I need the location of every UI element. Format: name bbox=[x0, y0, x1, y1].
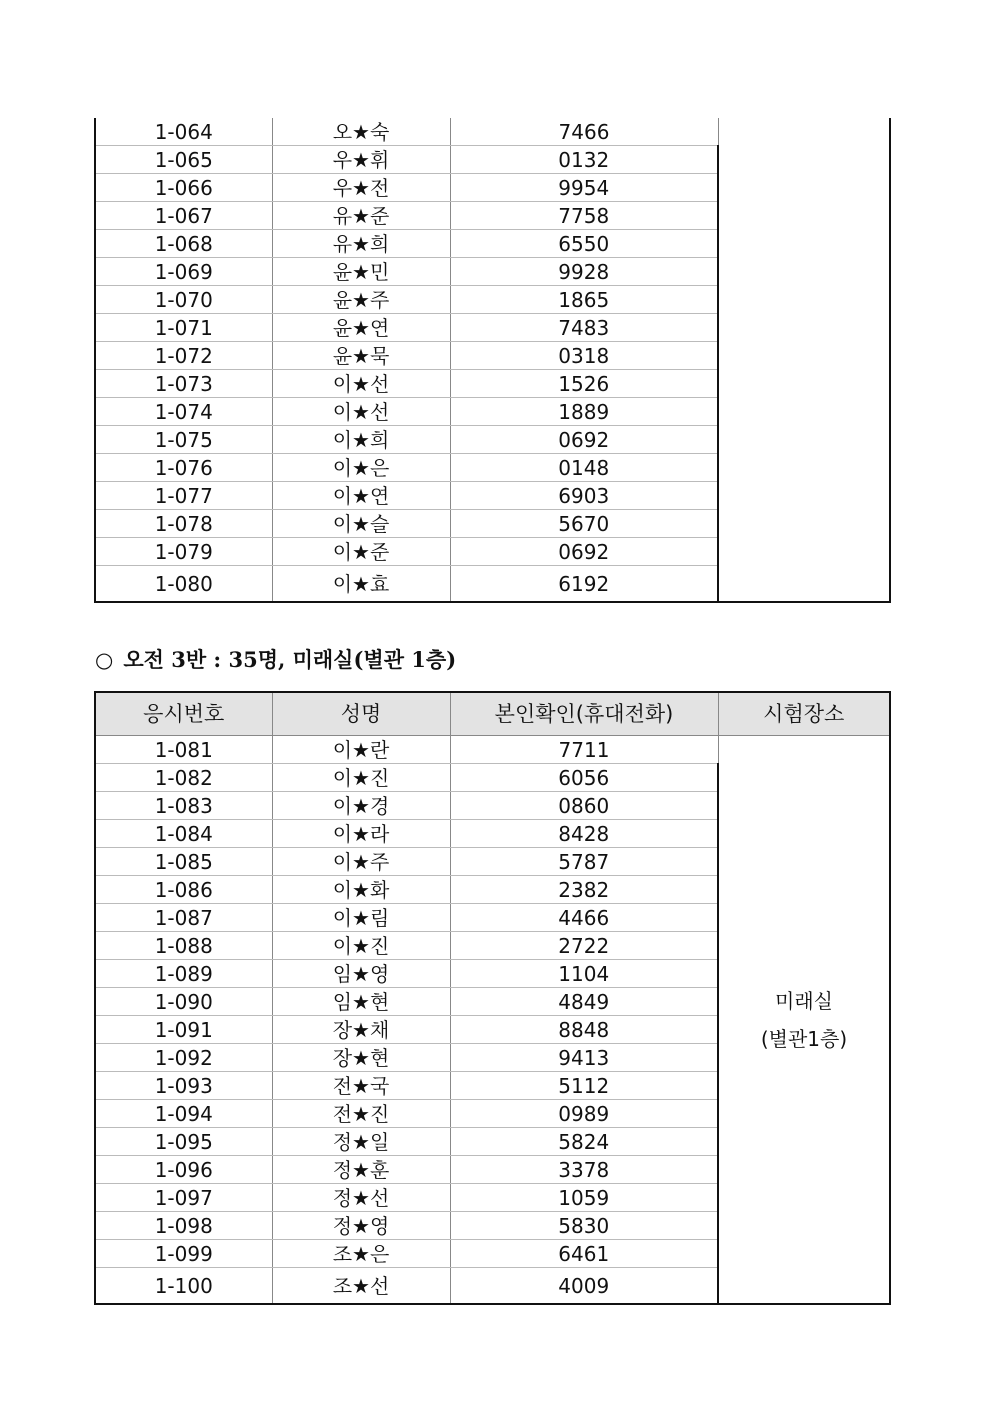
cell-name: 이★경 bbox=[272, 792, 450, 820]
cell-exam-number: 1-065 bbox=[95, 146, 272, 174]
cell-name: 정★선 bbox=[272, 1184, 450, 1212]
cell-exam-number: 1-081 bbox=[95, 736, 272, 764]
cell-exam-number: 1-079 bbox=[95, 538, 272, 566]
cell-name: 이★준 bbox=[272, 538, 450, 566]
cell-name: 이★란 bbox=[272, 736, 450, 764]
cell-phone-last4: 9413 bbox=[450, 1044, 718, 1072]
cell-phone-last4: 4466 bbox=[450, 904, 718, 932]
cell-exam-number: 1-073 bbox=[95, 370, 272, 398]
cell-name: 이★진 bbox=[272, 932, 450, 960]
header-identity-check: 본인확인(휴대전화) bbox=[450, 692, 718, 736]
cell-phone-last4: 7711 bbox=[450, 736, 718, 764]
cell-exam-number: 1-070 bbox=[95, 286, 272, 314]
cell-phone-last4: 9928 bbox=[450, 258, 718, 286]
place-building-floor: (별관1층) bbox=[760, 1026, 848, 1051]
cell-name: 정★영 bbox=[272, 1212, 450, 1240]
cell-phone-last4: 6903 bbox=[450, 482, 718, 510]
cell-phone-last4: 1104 bbox=[450, 960, 718, 988]
cell-exam-number: 1-092 bbox=[95, 1044, 272, 1072]
cell-exam-number: 1-066 bbox=[95, 174, 272, 202]
cell-phone-last4: 0148 bbox=[450, 454, 718, 482]
cell-name: 이★진 bbox=[272, 764, 450, 792]
cell-exam-number: 1-075 bbox=[95, 426, 272, 454]
cell-name: 윤★민 bbox=[272, 258, 450, 286]
cell-exam-number: 1-088 bbox=[95, 932, 272, 960]
cell-name: 이★주 bbox=[272, 848, 450, 876]
cell-exam-number: 1-093 bbox=[95, 1072, 272, 1100]
cell-name: 오★숙 bbox=[272, 118, 450, 146]
cell-exam-number: 1-083 bbox=[95, 792, 272, 820]
cell-exam-number: 1-097 bbox=[95, 1184, 272, 1212]
examinee-table-continued bbox=[94, 118, 891, 603]
cell-phone-last4: 5112 bbox=[450, 1072, 718, 1100]
cell-name: 이★선 bbox=[272, 370, 450, 398]
cell-phone-last4: 6461 bbox=[450, 1240, 718, 1268]
cell-name: 장★현 bbox=[272, 1044, 450, 1072]
cell-name: 장★채 bbox=[272, 1016, 450, 1044]
cell-name: 이★희 bbox=[272, 426, 450, 454]
cell-exam-number: 1-095 bbox=[95, 1128, 272, 1156]
header-exam-number: 응시번호 bbox=[95, 692, 272, 736]
cell-exam-number: 1-084 bbox=[95, 820, 272, 848]
cell-name: 윤★주 bbox=[272, 286, 450, 314]
table-header-row bbox=[95, 692, 890, 736]
cell-name: 이★슬 bbox=[272, 510, 450, 538]
cell-exam-number: 1-096 bbox=[95, 1156, 272, 1184]
examinee-table-morning-class-3 bbox=[94, 691, 891, 1305]
cell-exam-number: 1-072 bbox=[95, 342, 272, 370]
cell-exam-number: 1-098 bbox=[95, 1212, 272, 1240]
cell-exam-number: 1-086 bbox=[95, 876, 272, 904]
cell-name: 이★연 bbox=[272, 482, 450, 510]
cell-exam-number: 1-089 bbox=[95, 960, 272, 988]
cell-exam-place bbox=[718, 736, 890, 1305]
cell-phone-last4: 0692 bbox=[450, 426, 718, 454]
cell-phone-last4: 0318 bbox=[450, 342, 718, 370]
cell-name: 우★전 bbox=[272, 174, 450, 202]
cell-phone-last4: 1059 bbox=[450, 1184, 718, 1212]
cell-phone-last4: 3378 bbox=[450, 1156, 718, 1184]
cell-exam-number: 1-080 bbox=[95, 566, 272, 603]
cell-exam-number: 1-087 bbox=[95, 904, 272, 932]
cell-phone-last4: 1865 bbox=[450, 286, 718, 314]
cell-name: 윤★묵 bbox=[272, 342, 450, 370]
cell-name: 조★은 bbox=[272, 1240, 450, 1268]
cell-exam-number: 1-094 bbox=[95, 1100, 272, 1128]
header-name: 성명 bbox=[272, 692, 450, 736]
cell-exam-number: 1-090 bbox=[95, 988, 272, 1016]
cell-name: 유★준 bbox=[272, 202, 450, 230]
cell-phone-last4: 0132 bbox=[450, 146, 718, 174]
cell-name: 이★림 bbox=[272, 904, 450, 932]
cell-phone-last4: 5824 bbox=[450, 1128, 718, 1156]
cell-exam-number: 1-100 bbox=[95, 1268, 272, 1305]
cell-phone-last4: 5670 bbox=[450, 510, 718, 538]
cell-exam-number: 1-099 bbox=[95, 1240, 272, 1268]
cell-phone-last4: 0692 bbox=[450, 538, 718, 566]
cell-name: 이★선 bbox=[272, 398, 450, 426]
cell-name: 윤★연 bbox=[272, 314, 450, 342]
cell-phone-last4: 5787 bbox=[450, 848, 718, 876]
cell-name: 정★훈 bbox=[272, 1156, 450, 1184]
cell-name: 이★라 bbox=[272, 820, 450, 848]
cell-name: 이★화 bbox=[272, 876, 450, 904]
section-heading bbox=[95, 644, 456, 674]
cell-exam-number: 1-078 bbox=[95, 510, 272, 538]
cell-name: 이★효 bbox=[272, 566, 450, 603]
table-row bbox=[95, 736, 890, 764]
cell-exam-number: 1-071 bbox=[95, 314, 272, 342]
cell-phone-last4: 1526 bbox=[450, 370, 718, 398]
header-exam-place: 시험장소 bbox=[718, 692, 890, 736]
cell-exam-number: 1-064 bbox=[95, 118, 272, 146]
cell-phone-last4: 0989 bbox=[450, 1100, 718, 1128]
table-row bbox=[95, 118, 890, 146]
circle-bullet-icon: ○ bbox=[95, 648, 114, 672]
cell-phone-last4: 7466 bbox=[450, 118, 718, 146]
cell-exam-number: 1-085 bbox=[95, 848, 272, 876]
cell-phone-last4: 6056 bbox=[450, 764, 718, 792]
cell-exam-number: 1-069 bbox=[95, 258, 272, 286]
cell-phone-last4: 7483 bbox=[450, 314, 718, 342]
cell-exam-number: 1-076 bbox=[95, 454, 272, 482]
cell-exam-number: 1-082 bbox=[95, 764, 272, 792]
cell-phone-last4: 5830 bbox=[450, 1212, 718, 1240]
cell-phone-last4: 2382 bbox=[450, 876, 718, 904]
cell-exam-number: 1-091 bbox=[95, 1016, 272, 1044]
cell-phone-last4: 0860 bbox=[450, 792, 718, 820]
cell-phone-last4: 8848 bbox=[450, 1016, 718, 1044]
cell-name: 전★진 bbox=[272, 1100, 450, 1128]
cell-phone-last4: 8428 bbox=[450, 820, 718, 848]
cell-name: 정★일 bbox=[272, 1128, 450, 1156]
cell-name: 전★국 bbox=[272, 1072, 450, 1100]
cell-name: 조★선 bbox=[272, 1268, 450, 1305]
cell-phone-last4: 6550 bbox=[450, 230, 718, 258]
cell-exam-number: 1-067 bbox=[95, 202, 272, 230]
place-name: 미래실 bbox=[775, 988, 833, 1013]
cell-exam-number: 1-077 bbox=[95, 482, 272, 510]
section-title: 오전 3반 : 35명, 미래실(별관 1층) bbox=[123, 647, 457, 672]
cell-phone-last4: 4009 bbox=[450, 1268, 718, 1305]
cell-name: 임★현 bbox=[272, 988, 450, 1016]
cell-name: 이★은 bbox=[272, 454, 450, 482]
cell-name: 임★영 bbox=[272, 960, 450, 988]
cell-phone-last4: 6192 bbox=[450, 566, 718, 603]
cell-phone-last4: 2722 bbox=[450, 932, 718, 960]
cell-exam-number: 1-068 bbox=[95, 230, 272, 258]
cell-phone-last4: 9954 bbox=[450, 174, 718, 202]
cell-phone-last4: 1889 bbox=[450, 398, 718, 426]
cell-phone-last4: 7758 bbox=[450, 202, 718, 230]
cell-name: 유★희 bbox=[272, 230, 450, 258]
cell-name: 우★휘 bbox=[272, 146, 450, 174]
cell-exam-place bbox=[718, 118, 890, 602]
cell-phone-last4: 4849 bbox=[450, 988, 718, 1016]
cell-exam-number: 1-074 bbox=[95, 398, 272, 426]
